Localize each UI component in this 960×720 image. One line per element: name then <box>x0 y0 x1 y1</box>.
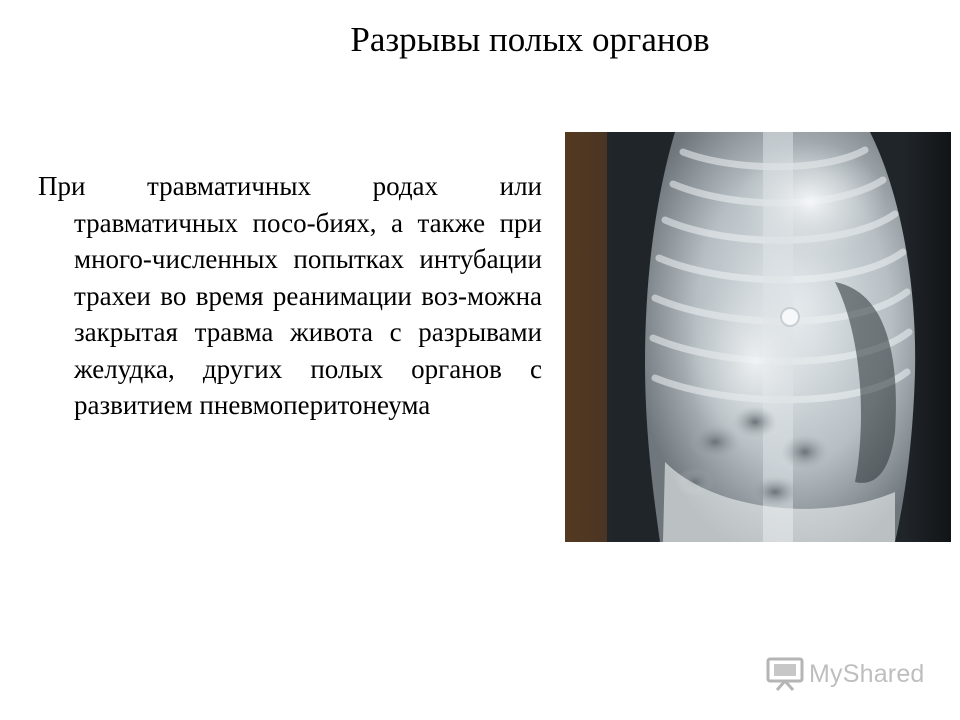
presentation-board-icon <box>765 656 805 692</box>
xray-image <box>565 132 951 542</box>
slide-title: Разрывы полых органов <box>350 20 710 59</box>
myshared-watermark <box>765 654 925 694</box>
watermark-text: MyShared <box>809 659 925 688</box>
slide-body-text: При травматичных родах или травматичных посо-биях, а также при много-численных попытках интубации трахеи во время реанимации воз-можна закрытая травма живота с разрывами желудка, других полых органов с развитием пневмоперитонеума <box>38 171 542 420</box>
